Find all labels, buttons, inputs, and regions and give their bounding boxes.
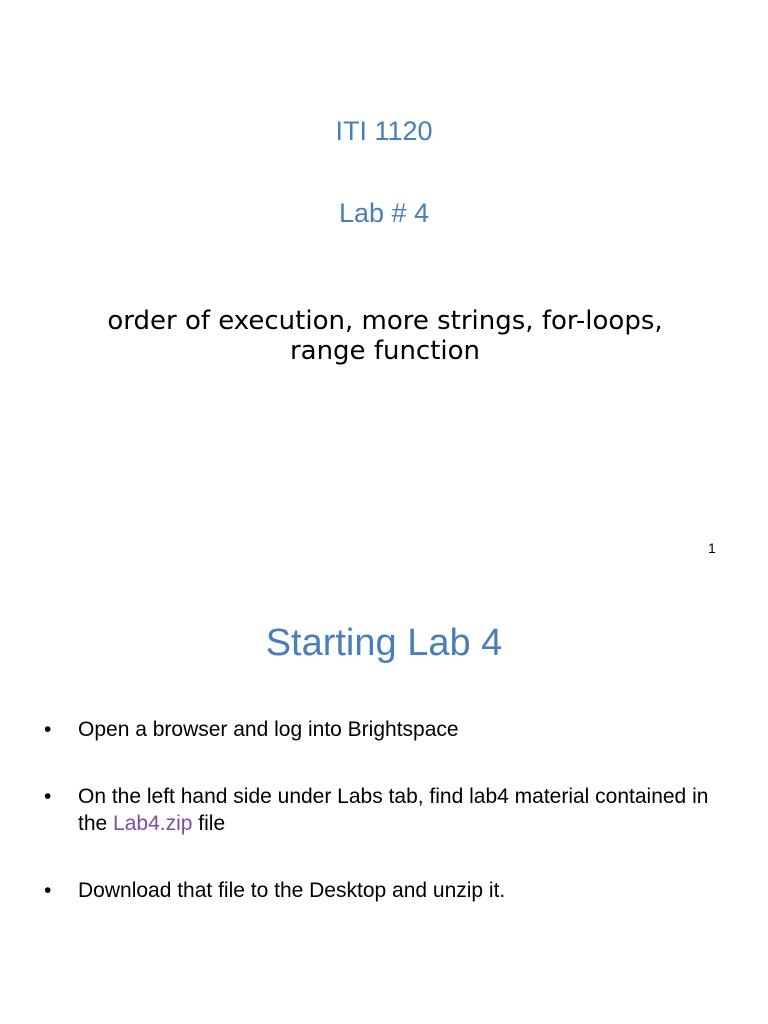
bullet-text: On the left hand side under Labs tab, find lab4 material contained in the: [78, 785, 709, 835]
instruction-list: [40, 716, 740, 944]
list-item: [40, 783, 740, 837]
bullet-icon: •: [44, 718, 52, 741]
bullet-icon: •: [44, 879, 52, 902]
slide-heading: Starting Lab 4: [265, 622, 503, 664]
list-item: [40, 716, 740, 743]
course-title: ITI 1120: [335, 116, 433, 146]
bullet-icon: •: [44, 785, 52, 808]
lab-number-title: Lab # 4: [338, 198, 430, 228]
list-item: [40, 877, 740, 904]
bullet-text: Open a browser and log into Brightspace: [78, 718, 459, 741]
instructions-slide: [0, 576, 768, 1024]
bullet-text-suffix: file: [192, 812, 226, 835]
bullet-text: Download that file to the Desktop and unzip it.: [78, 879, 506, 902]
lab4-zip-link[interactable]: Lab4.zip: [113, 812, 193, 835]
lab-topics: order of execution, more strings, for-loops, range function: [107, 306, 663, 366]
slide-page-number: 1: [708, 540, 716, 556]
